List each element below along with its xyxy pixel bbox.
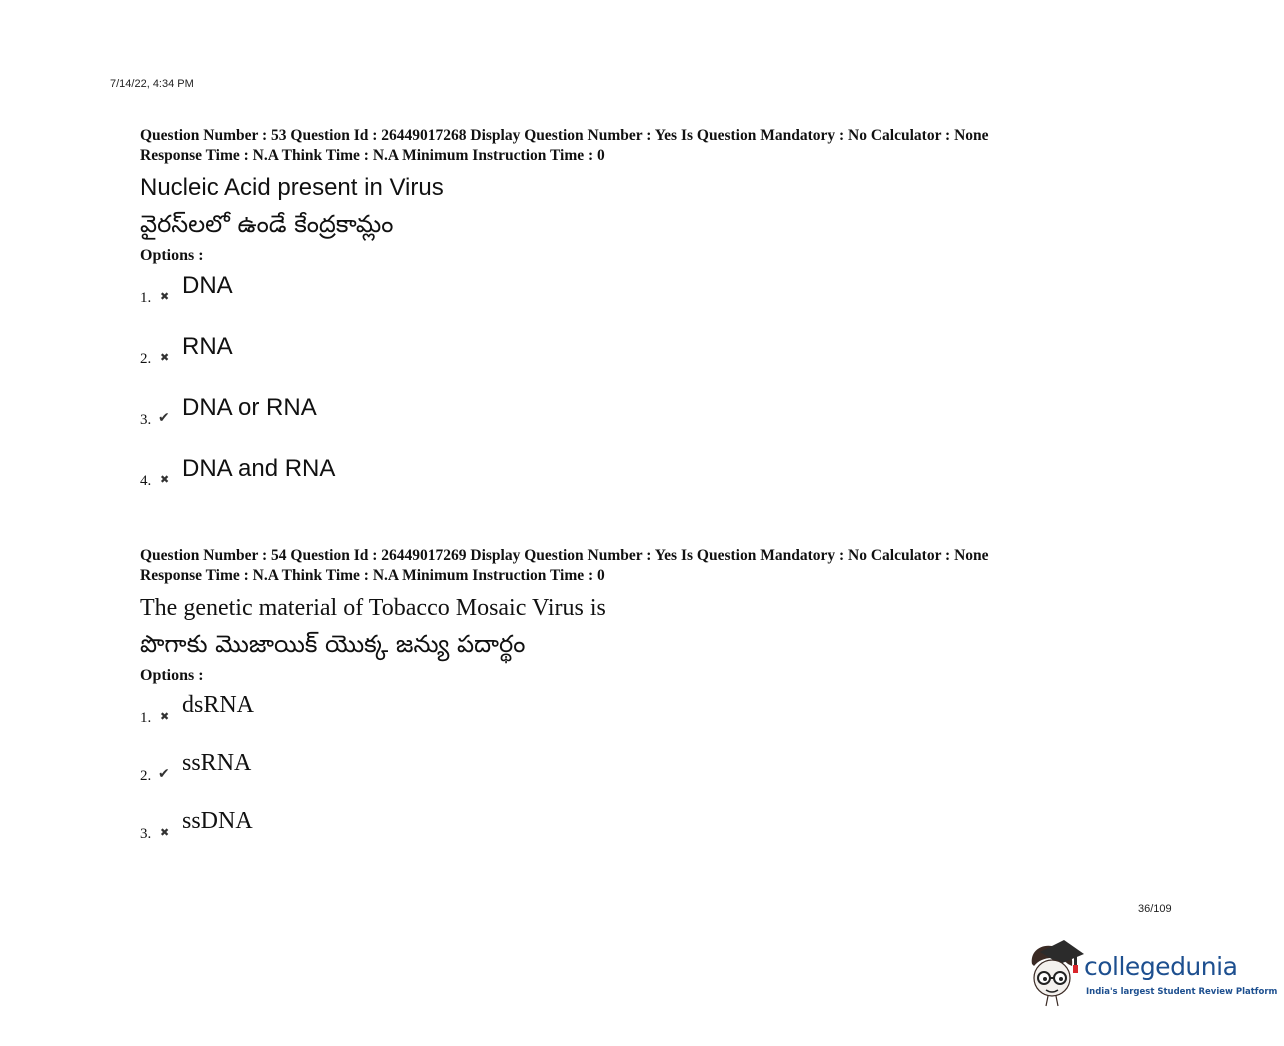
question-block xyxy=(140,126,1140,512)
question-meta-line: Question Number : 53 Question Id : 26449017268 Display Question Number : Yes Is Question Mandatory : No Calculator : None xyxy=(140,127,989,144)
option-text: RNA xyxy=(182,333,233,360)
option-number: 3. xyxy=(140,412,152,428)
option-item xyxy=(140,746,1140,804)
question-meta xyxy=(140,546,1140,586)
logo-wordmark: collegedunia xyxy=(1084,952,1238,981)
logo-tagline: India's largest Student Review Platform xyxy=(1086,987,1278,997)
option-number: 3. xyxy=(140,826,152,842)
cross-icon: ✖ xyxy=(160,710,170,723)
option-number: 4. xyxy=(140,473,152,489)
option-number: 1. xyxy=(140,290,152,306)
question-meta xyxy=(140,126,1140,166)
option-item xyxy=(140,804,1140,862)
option-text: ssDNA xyxy=(182,808,253,834)
option-number: 2. xyxy=(140,351,152,367)
option-number: 1. xyxy=(140,710,152,726)
check-icon: ✔ xyxy=(158,766,170,782)
cross-icon: ✖ xyxy=(160,826,170,839)
cross-icon: ✖ xyxy=(160,473,170,486)
option-item xyxy=(140,688,1140,746)
question-meta-line: Response Time : N.A Think Time : N.A Minimum Instruction Time : 0 xyxy=(140,147,605,164)
option-text: DNA or RNA xyxy=(182,394,317,421)
question-text-telugu: పొగాకు మొజాయిక్ యొక్క జన్యు పదార్థం xyxy=(140,630,526,658)
question-text xyxy=(140,590,1140,662)
question-text xyxy=(140,170,1140,242)
question-text-telugu: వైరస్‌లలో ఉండే కేంద్రకామ్లం xyxy=(140,210,394,238)
question-text-english: The genetic material of Tobacco Mosaic Virus is xyxy=(140,595,606,621)
option-text: dsRNA xyxy=(182,692,255,718)
option-text: DNA xyxy=(182,272,233,299)
option-item xyxy=(140,329,1140,390)
question-meta-line: Response Time : N.A Think Time : N.A Minimum Instruction Time : 0 xyxy=(140,567,605,584)
question-block xyxy=(140,546,1140,862)
option-item xyxy=(140,451,1140,512)
cross-icon: ✖ xyxy=(160,351,170,364)
collegedunia-logo xyxy=(1024,938,1278,1010)
print-timestamp: 7/14/22, 4:34 PM xyxy=(110,78,194,90)
option-text: ssRNA xyxy=(182,750,252,776)
option-item xyxy=(140,268,1140,329)
option-text: DNA and RNA xyxy=(182,455,336,482)
cross-icon: ✖ xyxy=(160,290,170,303)
question-text-english: Nucleic Acid present in Virus xyxy=(140,174,444,201)
option-number: 2. xyxy=(140,768,152,784)
options-label: Options : xyxy=(140,247,204,264)
options-label: Options : xyxy=(140,667,204,684)
graduate-mascot-icon xyxy=(1024,938,1086,1008)
check-icon: ✔ xyxy=(158,410,170,426)
option-item xyxy=(140,390,1140,451)
question-meta-line: Question Number : 54 Question Id : 26449017269 Display Question Number : Yes Is Question Mandatory : No Calculator : None xyxy=(140,547,989,564)
page-number: 36/109 xyxy=(1138,903,1172,915)
